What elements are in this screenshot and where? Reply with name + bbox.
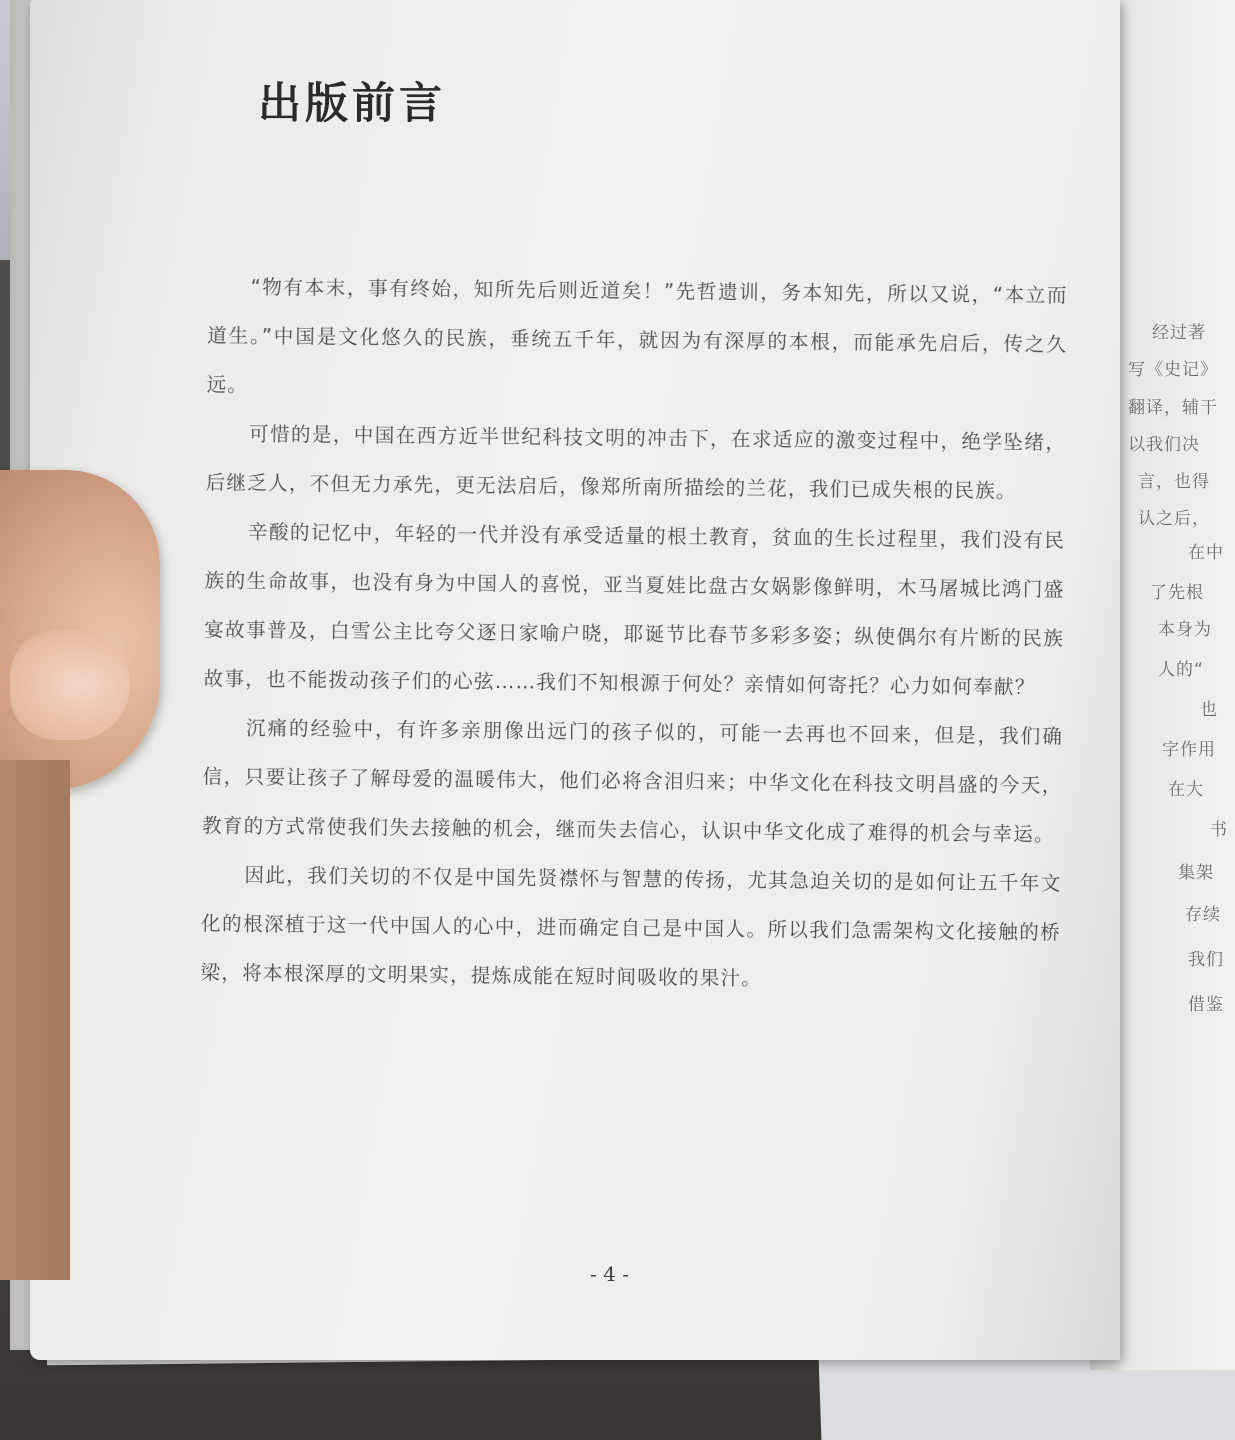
paragraph: 沉痛的经验中，有许多亲朋像出远门的孩子似的，可能一去再也不回来，但是，我们确信，只要让孩子了解母爱的温暖伟大，他们必将含泪归来；中华文化在科技文明昌盛的今天，教育的方式常使我们失去接触的机会，继而失去信心，认识中华文化成了难得的机会与幸运。 [201,716,1064,846]
paragraph: “物有本末，事有终始，知所先后则近道矣！”先哲遗训，务本知先，所以又说，“本立而道生。”中国是文化悠久的民族，垂统五千年，就因为有深厚的本根，而能承先启后，传之久远。 [206,275,1068,397]
right-page-text: 以我们决 [1128,435,1200,455]
right-page-text: 写《史记》 [1128,360,1218,380]
right-page-text: 人的“ [1158,660,1204,680]
paragraph: 辛酸的记忆中，年轻的一代并没有承受适量的根土教育，贫血的生长过程里，我们没有民族的生命故事，也没有身为中国人的喜悦，亚当夏娃比盘古女娲影像鲜明，木马屠城比鸿门盛宴故事普及，白雪公主比夸父逐日家喻户晓，耶诞节比春节多彩多姿；纵使偶尔有片断的民族故事，也不能拨动孩子们的心弦……我们不知根源于何处？亲情如何寄托？心力如何奉献？ [203,520,1066,699]
right-page-text: 经过著 [1152,323,1206,343]
page-number: - 4 - [590,1262,629,1286]
paragraph: 因此，我们关切的不仅是中国先贤襟怀与智慧的传扬，尤其急迫关切的是如何让五千年文化的根深植于这一代中国人的心中，进而确定自己是中国人。所以我们急需架构文化接触的桥梁，将本根深厚的文明果实，提炼成能在短时间吸收的果汁。 [200,863,1062,990]
right-page-text: 在中 [1188,543,1224,563]
preface-body [200,262,1068,1006]
right-page-text: 也 [1200,700,1218,720]
right-page-text: 存续 [1185,905,1221,925]
right-page-text: 认之后， [1138,509,1210,529]
paragraph: 可惜的是，中国在西方近半世纪科技文明的冲击下，在求适应的激变过程中，绝学坠绪，后继乏人，不但无力承先，更无法启后，像郑所南所描绘的兰花，我们已成失根的民族。 [205,422,1067,503]
right-page-text: 我们 [1188,950,1224,970]
page-title: 出版前言 [258,79,446,129]
holding-thumb [0,470,160,790]
right-page-text: 书 [1210,820,1228,840]
right-page-text: 了先根 [1150,583,1204,603]
right-page-text: 借鉴 [1188,995,1224,1015]
right-page-text: 在大 [1168,780,1204,800]
hand-edge [0,760,70,1280]
right-page-text: 字作用 [1162,740,1216,760]
thumb-pad [10,630,130,740]
right-page-text: 集架 [1178,863,1214,883]
right-page-text: 言，也得 [1138,472,1210,492]
right-page-text: 翻译，辅干 [1128,398,1218,418]
right-page-text: 本身为 [1158,620,1212,640]
